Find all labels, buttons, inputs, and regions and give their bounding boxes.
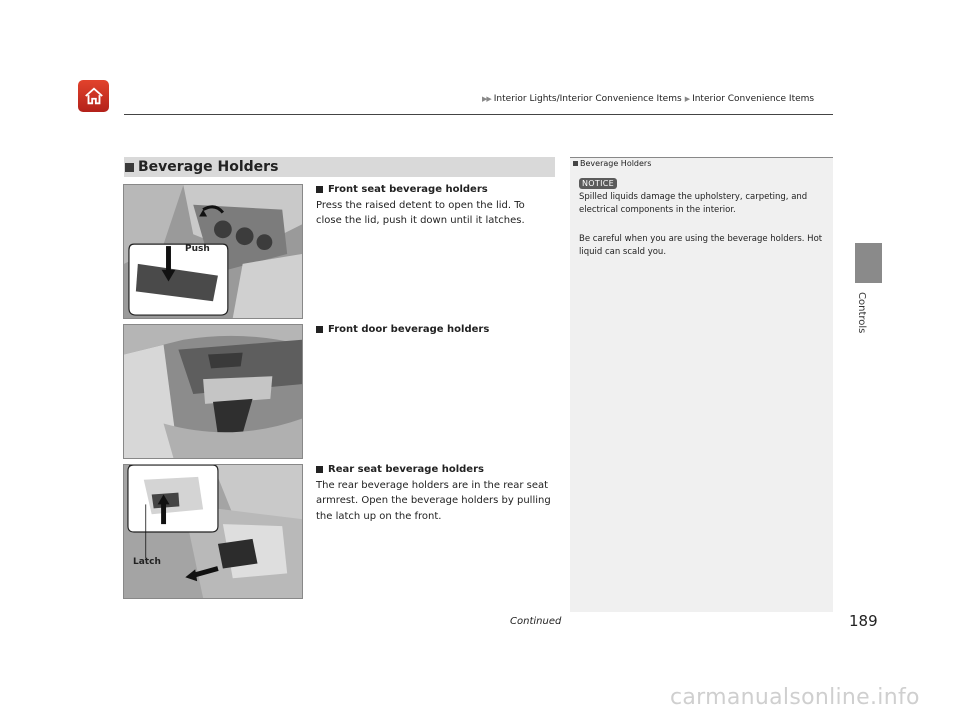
bullet-square-icon (316, 466, 323, 473)
front-seat-holder-illustration (123, 184, 303, 319)
chapter-tab-label: Controls (856, 292, 867, 334)
home-button[interactable] (78, 80, 109, 112)
subsection-rear-seat (316, 462, 552, 524)
breadcrumb-arrow-icon: ▶▶ (482, 95, 491, 103)
section-square-icon (125, 163, 134, 172)
notice-text: Spilled liquids damage the upholstery, carpeting, and electrical components in the interior. (579, 192, 808, 215)
rear-seat-holder-illustration (123, 464, 303, 599)
continued-label: Continued (510, 616, 562, 627)
breadcrumb-item-interior-lights[interactable]: Interior Lights/Interior Convenience Items (493, 94, 682, 104)
watermark: carmanualsonline.info (670, 685, 920, 710)
subsection-front-door (316, 322, 552, 338)
bullet-square-icon (316, 326, 323, 333)
breadcrumb-item-interior-convenience[interactable]: Interior Convenience Items (692, 94, 815, 104)
subsection-body: Press the raised detent to open the lid. To close the lid, push it down until it latches. (316, 199, 525, 226)
bullet-square-icon (316, 186, 323, 193)
latch-callout: Latch (133, 557, 161, 567)
breadcrumb-arrow-icon: ▶ (684, 95, 690, 103)
section-title-bar (124, 157, 555, 177)
notice-badge: NOTICE (579, 178, 617, 189)
page-number: 189 (849, 612, 878, 630)
subsection-body: The rear beverage holders are in the rear seat armrest. Open the beverage holders by pulling the latch up on the front. (316, 479, 551, 522)
subsection-front-seat (316, 182, 552, 229)
section-title: Beverage Holders (138, 159, 279, 175)
chapter-tab[interactable] (855, 243, 882, 283)
sidebar-title: Beverage Holders (570, 157, 833, 168)
push-callout: Push (185, 244, 210, 254)
front-door-holder-illustration (123, 324, 303, 459)
header-divider (124, 114, 833, 115)
subsection-heading: Rear seat beverage holders (328, 464, 484, 475)
reference-marker-icon (573, 161, 578, 166)
sidebar-note-panel (570, 157, 833, 612)
subsection-heading: Front seat beverage holders (328, 184, 488, 195)
home-icon (83, 85, 105, 107)
caution-text: Be careful when you are using the beverage holders. Hot liquid can scald you. (579, 234, 823, 257)
breadcrumb (482, 94, 814, 104)
subsection-heading: Front door beverage holders (328, 324, 490, 335)
